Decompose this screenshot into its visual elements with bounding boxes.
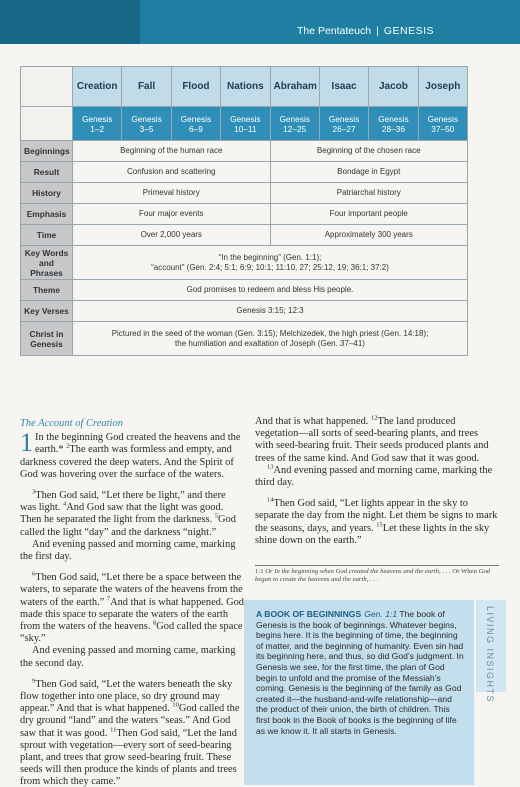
verse-text: God called the space “sky.” (20, 621, 243, 645)
table-row-result (21, 162, 468, 183)
reference-chapters: 10–11 (234, 123, 257, 134)
row-label (21, 322, 73, 356)
era-cell: Jacob (369, 67, 418, 107)
row-label: Key Verses (21, 301, 73, 322)
era-cell: Creation (73, 67, 122, 107)
table-row-christ (21, 322, 468, 356)
verse-text: In the beginning God created the heavens and the earth.* (35, 432, 241, 456)
reference-chapters: 6–9 (189, 123, 203, 134)
verse-text: The earth was formless and empty, and darkness covered the deep waters. And the Spirit of God was hovering over the surface of the waters. (20, 444, 234, 480)
reference-cell (369, 107, 418, 141)
row-label (21, 246, 73, 280)
paragraph (255, 465, 499, 489)
row-label-line: Genesis (30, 338, 63, 349)
reference-cell (221, 107, 270, 141)
row-label-line: Christ in (29, 328, 64, 339)
verse-number: 9 (32, 677, 36, 685)
verse-number: 8 (153, 619, 157, 627)
header-banner-shade (0, 0, 140, 44)
cell-left: Beginning of the human race (73, 141, 271, 162)
cell-full (73, 322, 468, 356)
era-cell: Isaac (319, 67, 368, 107)
verse-text: And that is what happened. (255, 416, 369, 427)
verse-text: Let these lights in the sky shine down on the earth.” (255, 522, 490, 546)
verse-number: 15 (376, 521, 383, 529)
cell-left: Primeval history (73, 183, 271, 204)
table-corner (21, 107, 73, 141)
table-row-keywords (21, 246, 468, 280)
paragraph (20, 572, 244, 645)
cell-right: Approximately 300 years (270, 225, 468, 246)
verse-text: And that is what happened. God made this space to separate the waters of the earth from the waters of the heavens. (20, 596, 245, 633)
table-corner (21, 67, 73, 107)
row-label: Beginnings (21, 141, 73, 162)
verse-text: Then God said, “Let the land sprout with vegetation—every sort of seed-bearing plant, and trees that grow seed-bearing fruit. These seeds will then produce the kinds of plants and trees from which they came.” (20, 727, 237, 787)
header-separator: | (376, 25, 379, 37)
reference-book: Genesis (328, 113, 360, 124)
reference-book: Genesis (427, 113, 459, 124)
verse-number: 4 (63, 500, 67, 508)
verse-text: God called the light “day” and the darkness “night.” (20, 514, 236, 538)
table-row-history (21, 183, 468, 204)
reference-book: Genesis (180, 113, 212, 124)
era-cell: Flood (171, 67, 220, 107)
paragraph (20, 428, 244, 481)
table-row-emphasis (21, 204, 468, 225)
row-label-line: Key Words (24, 247, 69, 258)
header-banner (0, 0, 520, 44)
reference-chapters: 28–36 (381, 123, 405, 134)
table-row-theme (21, 280, 468, 301)
footnote-text: God began to create the heavens and the earth, . . . (255, 568, 491, 583)
verse-number: 12 (371, 414, 378, 422)
verse-number: 7 (106, 595, 111, 603)
paragraph (255, 416, 499, 465)
reference-cell (418, 107, 467, 141)
reference-book: Genesis (279, 113, 310, 124)
paragraph (20, 490, 244, 539)
reference-cell (319, 107, 368, 141)
reference-cell (73, 107, 122, 141)
reference-chapters: 3–5 (139, 123, 154, 134)
insight-box (244, 600, 474, 785)
verse-number: 2 (66, 442, 70, 450)
reference-book: Genesis (230, 113, 261, 124)
cell-right: Four important people (270, 204, 468, 225)
reference-chapters: 26–27 (332, 123, 356, 134)
table-row-keyverses (21, 301, 468, 322)
insight-reference: Gen. 1:1 (364, 609, 398, 619)
chapter-number: 1 (20, 428, 33, 458)
cell-line: “In the beginning” (Gen. 1:1); (218, 252, 322, 262)
row-label: Time (21, 225, 73, 246)
paragraph (255, 498, 499, 547)
reference-book: Genesis (131, 113, 162, 124)
cell-full: Genesis 3:15; 12:3 (73, 301, 468, 322)
cell-right: Patriarchal history (270, 183, 468, 204)
reference-book: Genesis (81, 113, 113, 124)
row-label-line: and Phrases (30, 257, 63, 278)
reference-row (21, 107, 468, 141)
reference-chapters: 37–50 (431, 123, 455, 134)
verse-text: The land produced vegetation—all sorts of seed-bearing plants, and trees with seed-bearing fruit. Their seeds produced plants and trees of the same kind. And God saw that it was good. (255, 416, 489, 464)
era-row (21, 67, 468, 107)
era-cell: Abraham (270, 67, 319, 107)
row-label: Result (21, 162, 73, 183)
reference-chapters: 1–2 (90, 123, 105, 134)
row-label: History (21, 183, 73, 204)
era-cell: Nations (221, 67, 270, 107)
reference-chapters: 12–25 (283, 123, 307, 134)
verse-text: Then God said, “Let there be light,” and there was light. (20, 490, 226, 514)
row-label: Theme (21, 280, 73, 301)
cell-line: Pictured in the seed of the woman (Gen. 3:15); Melchizedek, the high priest (Gen. 14:18); (111, 328, 429, 338)
cell-left: Confusion and scattering (73, 162, 271, 183)
paragraph (20, 679, 244, 787)
cell-line: the humiliation and exaltation of Joseph (Gen. 37–41) (175, 338, 365, 348)
verse-number: 11 (110, 726, 117, 734)
insight-tab-label: LIVING INSIGHTS (485, 606, 495, 704)
table-row-time (21, 225, 468, 246)
verse-text: Then God said, “Let there be a space between the waters, to separate the waters of the heavens from the waters of the earth.” (20, 572, 243, 608)
section-heading: The Account of Creation (20, 418, 123, 429)
reference-cell (122, 107, 171, 141)
verse-text: And God saw that the light was good. Then he separated the light from the darkness. (20, 502, 224, 526)
header-section: The Pentateuch (296, 25, 372, 37)
cell-left: Four major events (73, 204, 271, 225)
verse-number: 14 (267, 496, 274, 504)
verse-number: 3 (32, 488, 36, 496)
overview-table (20, 66, 468, 356)
verse-number: 13 (267, 463, 274, 471)
cell-line: “account” (Gen. 2:4; 5:1; 6:9; 10:1; 11:10, 27; 25:12, 19; 36:1; 37:2) (151, 262, 389, 272)
verse-text: Then God said, “Let lights appear in the sky to separate the day from the night. Let them be signs to mark the seasons, days, and years. (255, 498, 498, 534)
cell-right: Bondage in Egypt (270, 162, 468, 183)
reference-book: Genesis (378, 113, 409, 124)
paragraph: And evening passed and morning came, marking the first day. (20, 538, 236, 563)
header-book: GENESIS (383, 25, 434, 37)
insight-tab (476, 600, 506, 704)
era-cell: Joseph (418, 67, 467, 107)
insight-heading: A BOOK OF BEGINNINGS (256, 609, 362, 619)
table-row-beginnings (21, 141, 468, 162)
footnote-ref: 1:1 (255, 568, 264, 575)
running-header (297, 25, 434, 37)
row-label: Emphasis (21, 204, 73, 225)
insight-body: The book of Genesis is the book of beginnings. Whatever begins, begins here. It is the beginning of time, the beginning of matter, and the beginning of humanity. Even sin had its beginning here, and thus, so did God’s judgment. In Genesis we see, for the first time, the plan of God begin to unfold and the promise of the Messiah’s coming. Genesis is the beginning of the family as God created it—the husband-and-wife relationship—and the product of their union, the birth of children. This first book in the Book of books is the beginning of life as we know it. It all starts in Genesis. (256, 609, 464, 736)
verse-number: 6 (32, 570, 36, 578)
cell-left: Over 2,000 years (73, 225, 271, 246)
verse-text: And evening passed and morning came, marking the third day. (255, 464, 493, 489)
scripture-column-right (255, 416, 499, 547)
scripture-column-left (20, 418, 244, 787)
footnote-text: Or When (452, 568, 477, 575)
footnote-text: Or In the beginning when God created the heavens and the earth, . . . (265, 568, 451, 575)
footnote-rule (255, 565, 499, 566)
verse-text: Then God said, “Let the waters beneath the sky flow together into one place, so dry ground may appear.” And that is what happened. (20, 678, 233, 715)
verse-text: God called the dry ground “land” and the waters “seas.” And God saw that it was good. (20, 703, 240, 739)
verse-number: 10 (172, 701, 179, 709)
footnote (255, 568, 499, 584)
cell-full (73, 246, 468, 280)
reference-cell (171, 107, 220, 141)
cell-full: God promises to redeem and bless His people. (73, 280, 468, 301)
reference-cell (270, 107, 319, 141)
cell-right: Beginning of the chosen race (270, 141, 468, 162)
verse-number: 5 (214, 512, 219, 520)
paragraph: And evening passed and morning came, marking the second day. (20, 645, 236, 669)
era-cell: Fall (122, 67, 171, 107)
